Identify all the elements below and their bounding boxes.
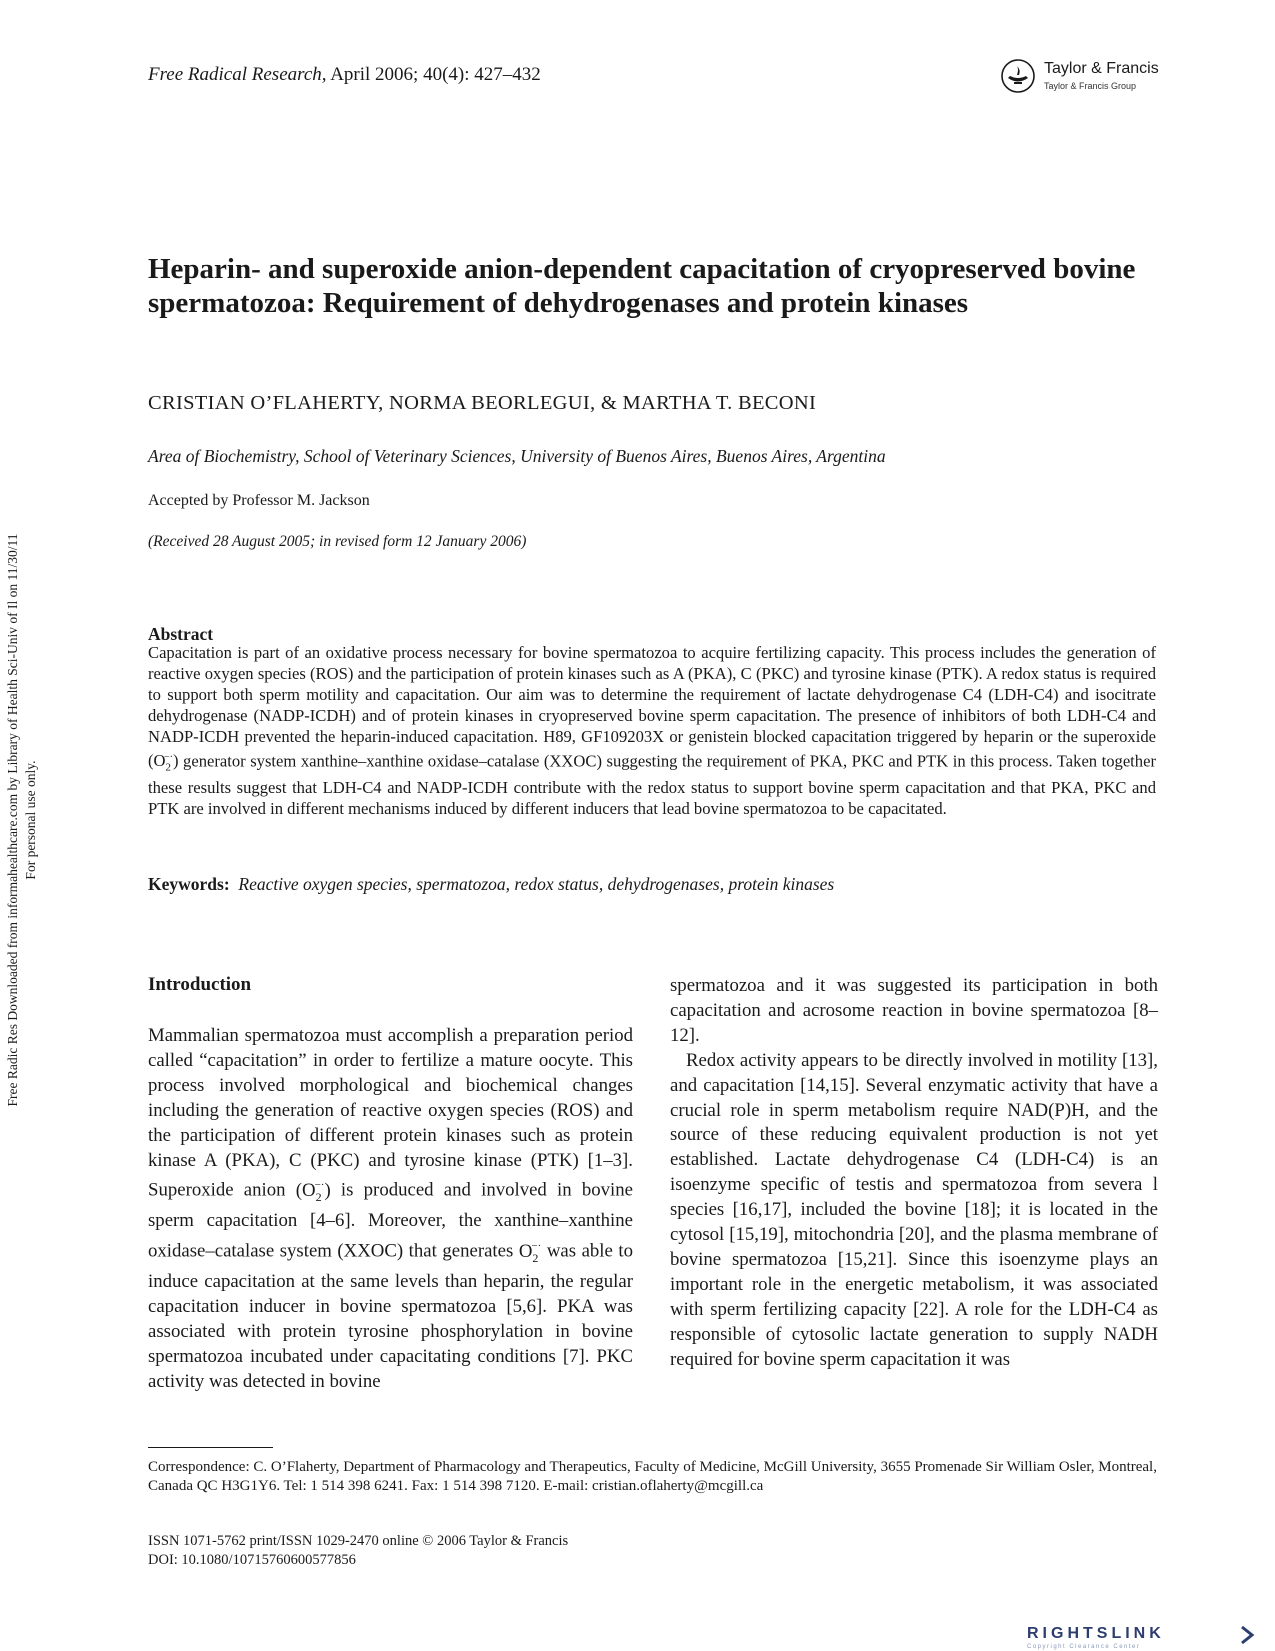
accepted-by: Accepted by Professor M. Jackson [148,492,370,509]
journal-citation [148,64,541,86]
correspondence-note: Correspondence: C. O’Flaherty, Department of Pharmacology and Therapeutics, Faculty of Medicine, McGill University, 3655 Promenade Sir William Osler, Montreal, Canada QC H3G1Y6. Tel: 1 514 398 6241. Fax: 1 514 398 7120. E-mail: cristian.oflaherty@mcgill.ca [148,1459,1157,1494]
publisher-group: Taylor & Francis Group [1044,81,1137,91]
lamp-icon [1000,58,1036,94]
journal-issue: April 2006; 40(4): 427–432 [326,64,541,85]
intro-paragraph-continued: spermatozoa and it was suggested its participation in both capacitation and acrosome reaction in bovine spermatozoa [8–12]. [670,975,1158,1046]
chevron-right-icon [1239,1625,1255,1645]
abstract-heading: Abstract [148,624,214,644]
affiliation: Area of Biochemistry, School of Veterinary Sciences, University of Buenos Aires, Buenos Aires, Argentina [148,446,886,466]
author-list: CRISTIAN O’FLAHERTY, NORMA BEORLEGUI, & MARTHA T. BECONI [148,392,817,414]
footnote-divider [148,1447,273,1448]
rightslink-badge [1027,1625,1257,1651]
intro-right-column [670,974,1158,1373]
abstract-text-1: Capacitation is part of an oxidative process necessary for bovine spermatozoa to acquire fertilizing capacity. This process includes the generation of reactive oxygen species (ROS) and the participation of protein kinases such as A (PKA), C (PKC) and tyrosine kinase (PTK). A redox status is required to support both sperm motility and capacitation. Our aim was to determine the requirement of lactate dehydrogenase C4 (LDH-C4) and isocitrate dehydrogenase (NADP-ICDH) and of protein kinases in cryopreserved bovine sperm capacitation. The presence of inhibitors of both LDH-C4 and NADP-ICDH prevented the heparin-induced capacitation. H89, GF109203X or genistein blocked capacitation triggered by heparin or the superoxide [148,643,1156,746]
abstract-body [148,643,1156,820]
intro-paragraph: Mammalian spermatozoa must accomplish a preparation period called “capacitation” in order to fertilize a mature oocyte. This process involved morphological and biochemical changes including the generation of reactive oxygen species (ROS) and the participation of different protein kinases such as protein kinase A (PKA), C (PKC) and tyrosine kinase (PTK) [1–3]. Superoxide anion $(O_2^{-\cdot})$ is produced and involved in bovine sperm capacitation [4–6]. Moreover, the xanthine–xanthine oxidase–catalase system (XXOC) that generates $O_2^{-\cdot}$ was able to induce capacitation at the same levels than heparin, the regular capacitation inducer in bovine spermatozoa [5,6]. PKA was associated with protein tyrosine phosphorylation in bovine spermatozoa incubated under capacitating conditions [7]. PKC activity was detected in bovine [148,1025,634,1392]
keywords [148,874,834,895]
article-title: Heparin- and superoxide anion-dependent capacitation of cryopreserved bovine spermatozoa: Requirement of dehydrogenases and protein kinases [148,253,1136,319]
superoxide-formula: $O_2^{-\cdot}$ [518,1240,542,1265]
rightslink-sub: Copyright Clearance Center [1027,1644,1141,1650]
section-heading-introduction: Introduction [148,974,252,995]
doi-line: DOI: 10.1080/10715760600577856 [148,1552,356,1568]
download-watermark [4,470,48,1170]
watermark-line-1: Free Radic Res Downloaded from informahealthcare.com by Library of Health Sci-Univ of Il on 11/30/11 [5,533,20,1107]
rightslink-label: RIGHTSLINK [1027,1625,1165,1642]
issn-line: ISSN 1071-5762 print/ISSN 1029-2470 online © 2006 Taylor & Francis [148,1533,569,1549]
received-dates: (Received 28 August 2005; in revised form 12 January 2006) [148,533,527,550]
watermark-line-2: For personal use only. [23,760,38,880]
journal-name: Free Radical Research, [148,64,327,85]
superoxide-formula: $(O_2^{-\cdot})$ [295,1179,331,1204]
superoxide-formula: $(O_2^{-\cdot})$ [148,751,179,774]
publisher-logo [1000,58,1160,98]
publication-info [148,1532,568,1570]
publisher-name: Taylor & Francis [1044,60,1159,77]
keywords-text: Reactive oxygen species, spermatozoa, redox status, dehydrogenases, protein kinases [238,874,835,894]
abstract-text-2: generator system xanthine–xanthine oxidase–catalase (XXOC) suggesting the requirement of PKA, PKC and PTK in this process. Taken together these results suggest that LDH-C4 and NADP-ICDH contribute with the redox status to support bovine sperm capacitation and that PKA, PKC and PTK are involved in different mechanisms induced by different inducers that lead bovine spermatozoa to be capacitated. [148,751,1156,819]
keywords-label: Keywords: [148,874,230,894]
intro-left-column [148,1024,633,1395]
intro-paragraph-redox: Redox activity appears to be directly involved in motility [13], and capacitation [14,15]. Several enzymatic activity that have a crucial role in sperm metabolism require NAD(P)H, and the source of these reducing equivalent production is not yet established. Lactate dehydrogenase C4 (LDH-C4) is an isoenzyme specific of testis and spermatozoa from severa l species [16,17], included the bovine [18]; it is located in the cytosol [15,19], mitochondria [20], and the plasma membrane of bovine spermatozoa [15,21]. Since this isoenzyme plays an important role in the energetic metabolism, it was associated with sperm fertilizing capacity [22]. A role for the LDH-C4 as responsible of cytosolic lactate generation to supply NADH required for bovine sperm capacitation it was [670,1049,1158,1370]
